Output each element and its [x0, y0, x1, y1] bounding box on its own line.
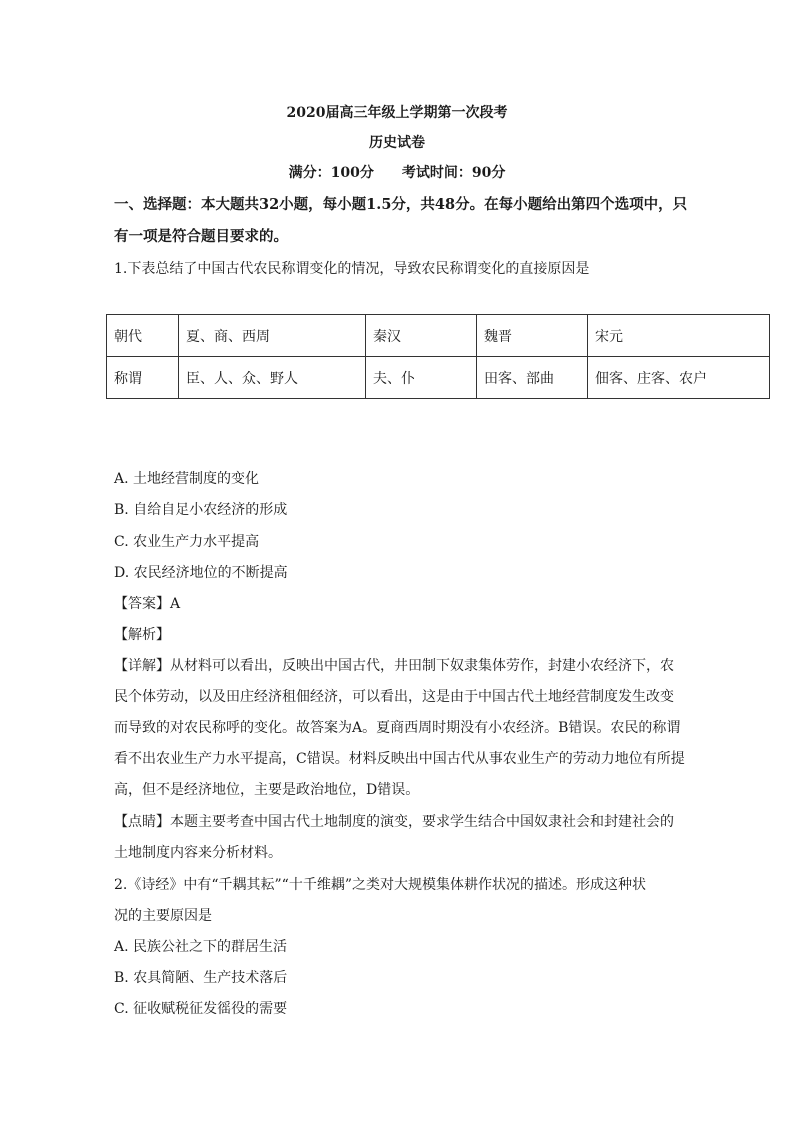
- q2-option-b: B. 农具简陋、生产技术落后: [114, 970, 288, 986]
- table-cell: 夏、商、西周: [179, 315, 366, 357]
- table-cell: 秦汉: [366, 315, 477, 357]
- section-heading-line-1: 一、选择题：本大题共32小题，每小题1.5分，共48分。在每小题给出第四个选项中，只: [114, 196, 688, 213]
- q2-option-c: C. 征收赋税征发徭役的需要: [114, 1001, 288, 1017]
- table-row: [107, 315, 770, 357]
- q1-detail-line-5: 高，但不是经济地位，主要是政治地位，D错误。: [114, 782, 420, 798]
- q1-tip-line-1: 【点睛】本题主要考查中国古代土地制度的演变，要求学生结合中国奴隶社会和封建社会的: [114, 814, 674, 830]
- exam-time: 考试时间：90分: [401, 165, 506, 181]
- q1-detail-line-1: 【详解】从材料可以看出，反映出中国古代，井田制下奴隶集体劳作，封建小农经济下，农: [114, 658, 674, 674]
- section-heading-line-2: 有一项是符合题目要求的。: [114, 228, 288, 245]
- table-cell: 臣、人、众、野人: [179, 357, 366, 399]
- q1-table: [106, 314, 770, 399]
- q1-detail-line-3: 而导致的对农民称呼的变化。故答案为A。夏商西周时期没有小农经济。B错误。农民的称谓: [114, 720, 681, 736]
- exam-meta: [0, 164, 794, 182]
- q1-option-a: A. 土地经营制度的变化: [114, 471, 260, 487]
- exam-title: 2020届高三年级上学期第一次段考: [286, 105, 508, 121]
- q1-tip-line-2: 土地制度内容来分析材料。: [114, 845, 282, 861]
- q1-detail-line-4: 看不出农业生产力水平提高，C错误。材料反映出中国古代从事农业生产的劳动力地位有所提: [114, 751, 685, 767]
- q2-option-a: A. 民族公社之下的群居生活: [114, 939, 288, 955]
- table-cell: 称谓: [107, 357, 179, 399]
- table-cell: 田客、部曲: [477, 357, 588, 399]
- q1-stem: 1.下表总结了中国古代农民称谓变化的情况，导致农民称谓变化的直接原因是: [114, 261, 590, 277]
- q1-answer: 【答案】A: [114, 596, 181, 612]
- q2-stem-line-2: 况的主要原因是: [114, 908, 212, 924]
- q2-stem-line-1: 2.《诗经》中有“千耦其耘”“十千维耦”之类对大规模集体耕作状况的描述。形成这种状: [114, 877, 646, 893]
- q1-option-b: B. 自给自足小农经济的形成: [114, 502, 288, 518]
- exam-subject: 历史试卷: [369, 135, 425, 151]
- table-cell: 宋元: [588, 315, 770, 357]
- table-cell: 魏晋: [477, 315, 588, 357]
- q1-option-d: D. 农民经济地位的不断提高: [114, 565, 288, 581]
- table-cell: 佃客、庄客、农户: [588, 357, 770, 399]
- table-cell: 夫、仆: [366, 357, 477, 399]
- q1-analysis-label: 【解析】: [114, 627, 170, 643]
- exam-score: 满分：100分: [288, 165, 374, 181]
- table-cell: 朝代: [107, 315, 179, 357]
- q1-detail-line-2: 民个体劳动，以及田庄经济租佃经济，可以看出，这是由于中国古代土地经营制度发生改变: [114, 689, 674, 705]
- q1-option-c: C. 农业生产力水平提高: [114, 534, 260, 550]
- table-row: [107, 357, 770, 399]
